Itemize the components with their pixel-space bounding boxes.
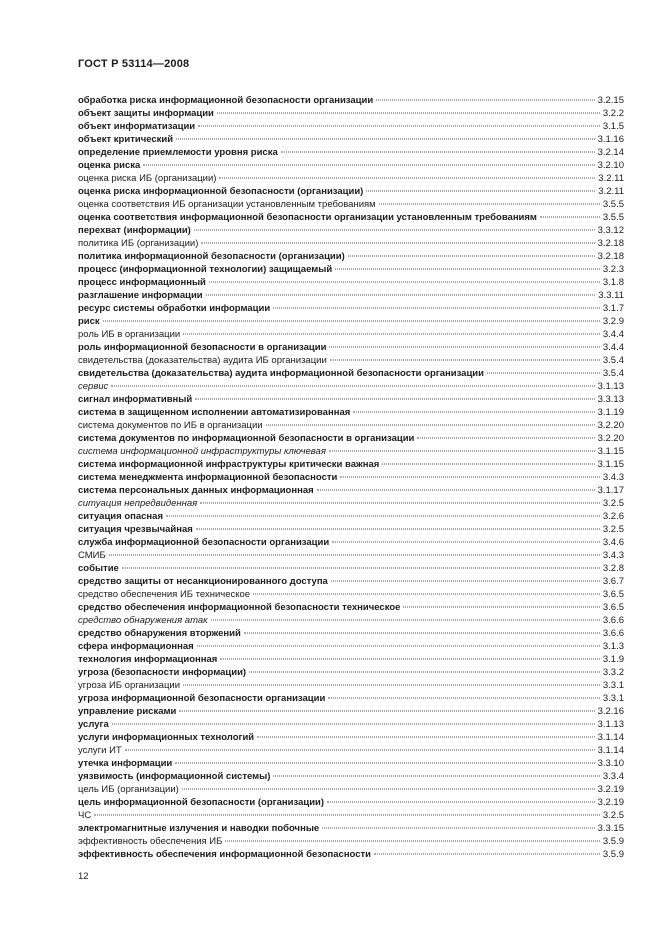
- index-entry: [78, 133, 624, 146]
- dot-leader: [201, 243, 594, 244]
- dot-leader: [340, 477, 599, 478]
- index-term: технология информационная: [78, 654, 218, 665]
- dot-leader: [111, 386, 594, 387]
- index-entry: [78, 237, 624, 250]
- index-entry: [78, 718, 624, 731]
- index-entry: [78, 276, 624, 289]
- index-ref: 3.2.5: [602, 810, 624, 821]
- index-ref: 3.4.3: [602, 550, 624, 561]
- dot-leader: [176, 139, 594, 140]
- dot-leader: [330, 360, 600, 361]
- index-entry: [78, 744, 624, 757]
- dot-leader: [143, 165, 594, 166]
- index-term: объект защиты информации: [78, 108, 214, 119]
- index-entry: [78, 432, 624, 445]
- index-ref: 3.1.7: [602, 303, 624, 314]
- index-ref: 3.4.3: [602, 472, 624, 483]
- dot-leader: [379, 204, 600, 205]
- index-term: свидетельства (доказательства) аудита ИБ организации: [78, 355, 327, 366]
- index-term: объект критический: [78, 134, 174, 145]
- index-term: цель информационной безопасности (организации): [78, 797, 325, 808]
- index-entry: [78, 302, 624, 315]
- index-term: услуга: [78, 719, 109, 730]
- index-term: электромагнитные излучения и наводки побочные: [78, 823, 320, 834]
- index-entry: [78, 562, 624, 575]
- dot-leader: [200, 503, 600, 504]
- index-entry: [78, 198, 624, 211]
- index-term: система документов по информационной безопасности в организации: [78, 433, 415, 444]
- index-term: угроза (безопасности информации): [78, 667, 247, 678]
- dot-leader: [331, 581, 600, 582]
- index-term: средство обеспечения информационной безопасности техническое: [78, 602, 401, 613]
- index-ref: 3.5.5: [602, 199, 624, 210]
- index-entry: [78, 94, 624, 107]
- index-ref: 3.1.19: [597, 407, 624, 418]
- index-entry: [78, 575, 624, 588]
- index-ref: 3.1.5: [602, 121, 624, 132]
- index-entry: [78, 406, 624, 419]
- index-term: средство защиты от несанкционированного доступа: [78, 576, 328, 587]
- index-entry: [78, 458, 624, 471]
- index-term: средство обнаружения вторжений: [78, 628, 241, 639]
- index-ref: 3.6.5: [602, 589, 624, 600]
- index-ref: 3.3.11: [598, 290, 624, 301]
- dot-leader: [196, 529, 600, 530]
- index-list: [78, 94, 624, 861]
- dot-leader: [109, 555, 600, 556]
- dot-leader: [220, 659, 600, 660]
- index-term: перехват (информации): [78, 225, 191, 236]
- dot-leader: [219, 178, 595, 179]
- index-ref: 3.2.19: [597, 797, 624, 808]
- index-ref: 3.3.12: [597, 225, 624, 236]
- index-entry: [78, 822, 624, 835]
- index-term: услуги ИТ: [78, 745, 122, 756]
- dot-leader: [122, 568, 600, 569]
- dot-leader: [366, 191, 595, 192]
- dot-leader: [183, 685, 600, 686]
- index-term: процесс информационный: [78, 277, 206, 288]
- index-ref: 3.2.20: [597, 420, 624, 431]
- dot-leader: [103, 321, 600, 322]
- index-ref: 3.2.15: [597, 95, 624, 106]
- index-ref: 3.2.18: [597, 251, 624, 262]
- index-term: оценка риска: [78, 160, 141, 171]
- index-term: оценка риска информационной безопасности (организации): [78, 186, 364, 197]
- dot-leader: [540, 217, 600, 218]
- index-entry: [78, 705, 624, 718]
- dot-leader: [374, 854, 600, 855]
- dot-leader: [348, 256, 595, 257]
- dot-leader: [322, 828, 594, 829]
- index-ref: 3.1.13: [597, 719, 624, 730]
- index-term: служба информационной безопасности организации: [78, 537, 330, 548]
- index-entry: [78, 107, 624, 120]
- index-ref: 3.5.5: [602, 212, 624, 223]
- index-term: ресурс системы обработки информации: [78, 303, 271, 314]
- dot-leader: [179, 711, 594, 712]
- index-ref: 3.2.3: [602, 264, 624, 275]
- index-entry: [78, 588, 624, 601]
- index-term: система персональных данных информационная: [78, 485, 314, 496]
- index-term: система информационной инфраструктуры критически важная: [78, 459, 380, 470]
- index-term: ситуация чрезвычайная: [78, 524, 193, 535]
- index-ref: 3.3.4: [602, 771, 624, 782]
- index-entry: [78, 328, 624, 341]
- index-term: ситуация непредвиденная: [78, 498, 198, 509]
- index-entry: [78, 679, 624, 692]
- index-entry: [78, 757, 624, 770]
- dot-leader: [329, 347, 599, 348]
- index-ref: 3.2.2: [602, 108, 624, 119]
- index-term: угроза информационной безопасности организации: [78, 693, 326, 704]
- index-ref: 3.4.6: [602, 537, 624, 548]
- index-ref: 3.2.14: [597, 147, 624, 158]
- dot-leader: [195, 399, 594, 400]
- index-ref: 3.2.5: [602, 498, 624, 509]
- index-term: ЧС: [78, 810, 92, 821]
- index-term: управление рисками: [78, 706, 177, 717]
- index-entry: [78, 341, 624, 354]
- index-ref: 3.2.18: [597, 238, 624, 249]
- index-ref: 3.1.8: [602, 277, 624, 288]
- index-entry: [78, 367, 624, 380]
- index-term: риск: [78, 316, 100, 327]
- index-term: объект информатизации: [78, 121, 196, 132]
- dot-leader: [328, 698, 600, 699]
- index-entry: [78, 380, 624, 393]
- index-term: разглашение информации: [78, 290, 203, 301]
- index-ref: 3.5.4: [602, 355, 624, 366]
- index-ref: 3.2.11: [598, 186, 624, 197]
- index-entry: [78, 315, 624, 328]
- index-ref: 3.2.9: [602, 316, 624, 327]
- index-entry: [78, 640, 624, 653]
- index-ref: 3.3.10: [597, 758, 624, 769]
- index-ref: 3.2.11: [598, 173, 624, 184]
- dot-leader: [487, 373, 600, 374]
- index-ref: 3.1.15: [597, 459, 624, 470]
- index-ref: 3.5.9: [602, 836, 624, 847]
- index-entry: [78, 731, 624, 744]
- index-term: уязвимость (информационной системы): [78, 771, 271, 782]
- dot-leader: [197, 646, 600, 647]
- dot-leader: [94, 815, 600, 816]
- index-ref: 3.1.3: [602, 641, 624, 652]
- dot-leader: [182, 789, 595, 790]
- index-entry: [78, 250, 624, 263]
- index-ref: 3.2.8: [602, 563, 624, 574]
- index-term: система документов по ИБ в организации: [78, 420, 263, 431]
- index-entry: [78, 211, 624, 224]
- index-term: система менеджмента информационной безопасности: [78, 472, 338, 483]
- dot-leader: [403, 607, 599, 608]
- dot-leader: [353, 412, 594, 413]
- index-term: оценка соответствия информационной безопасности организации установленным требованиям: [78, 212, 537, 223]
- index-term: событие: [78, 563, 119, 574]
- index-term: процесс (информационной технологии) защищаемый: [78, 264, 333, 275]
- index-term: услуги информационных технологий: [78, 732, 255, 743]
- dot-leader: [225, 841, 600, 842]
- dot-leader: [183, 334, 600, 335]
- index-entry: [78, 484, 624, 497]
- index-entry: [78, 445, 624, 458]
- index-term: сфера информационная: [78, 641, 194, 652]
- index-ref: 3.6.6: [602, 628, 624, 639]
- index-term: определение приемлемости уровня риска: [78, 147, 278, 158]
- index-entry: [78, 614, 624, 627]
- index-term: ситуация опасная: [78, 511, 163, 522]
- index-entry: [78, 666, 624, 679]
- index-entry: [78, 809, 624, 822]
- index-ref: 3.2.16: [597, 706, 624, 717]
- index-ref: 3.3.1: [602, 693, 624, 704]
- index-ref: 3.2.5: [602, 524, 624, 535]
- index-entry: [78, 289, 624, 302]
- dot-leader: [217, 113, 600, 114]
- index-entry: [78, 224, 624, 237]
- index-ref: 3.6.6: [602, 615, 624, 626]
- dot-leader: [211, 620, 600, 621]
- index-term: эффективность обеспечения ИБ: [78, 836, 223, 847]
- index-ref: 3.1.15: [597, 446, 624, 457]
- index-entry: [78, 601, 624, 614]
- dot-leader: [112, 724, 595, 725]
- index-ref: 3.2.6: [602, 511, 624, 522]
- dot-leader: [273, 776, 599, 777]
- index-entry: [78, 185, 624, 198]
- index-entry: [78, 549, 624, 562]
- dot-leader: [209, 282, 600, 283]
- index-entry: [78, 497, 624, 510]
- index-ref: 3.1.16: [597, 134, 624, 145]
- index-entry: [78, 835, 624, 848]
- dot-leader: [257, 737, 594, 738]
- dot-leader: [382, 464, 594, 465]
- dot-leader: [175, 763, 594, 764]
- index-term: система информационной инфраструктуры ключевая: [78, 446, 326, 457]
- index-entry: [78, 419, 624, 432]
- index-entry: [78, 848, 624, 861]
- index-ref: 3.4.4: [602, 329, 624, 340]
- dot-leader: [194, 230, 595, 231]
- dot-leader: [125, 750, 595, 751]
- index-term: утечка информации: [78, 758, 173, 769]
- dot-leader: [317, 490, 595, 491]
- index-entry: [78, 523, 624, 536]
- index-term: политика ИБ (организации): [78, 238, 199, 249]
- index-entry: [78, 796, 624, 809]
- page-number: 12: [78, 871, 89, 882]
- dot-leader: [376, 100, 594, 101]
- dot-leader: [335, 269, 600, 270]
- index-entry: [78, 692, 624, 705]
- index-ref: 3.5.9: [602, 849, 624, 860]
- dot-leader: [273, 308, 600, 309]
- dot-leader: [166, 516, 600, 517]
- index-ref: 3.1.17: [597, 485, 624, 496]
- index-entry: [78, 770, 624, 783]
- index-entry: [78, 471, 624, 484]
- index-term: средство обнаружения атак: [78, 615, 208, 626]
- index-term: угроза ИБ организации: [78, 680, 181, 691]
- dot-leader: [249, 672, 600, 673]
- index-term: цель ИБ (организации): [78, 784, 179, 795]
- index-ref: 3.6.7: [602, 576, 624, 587]
- index-ref: 3.1.14: [597, 745, 624, 756]
- index-ref: 3.3.1: [602, 680, 624, 691]
- index-term: свидетельства (доказательства) аудита информационной безопасности организации: [78, 368, 484, 379]
- index-ref: 3.3.13: [597, 394, 624, 405]
- index-entry: [78, 393, 624, 406]
- dot-leader: [327, 802, 595, 803]
- index-ref: 3.2.10: [597, 160, 624, 171]
- index-entry: [78, 354, 624, 367]
- dot-leader: [206, 295, 596, 296]
- index-term: эффективность обеспечения информационной безопасности: [78, 849, 372, 860]
- index-entry: [78, 172, 624, 185]
- index-entry: [78, 653, 624, 666]
- index-entry: [78, 120, 624, 133]
- index-ref: 3.1.13: [597, 381, 624, 392]
- index-ref: 3.3.15: [597, 823, 624, 834]
- index-entry: [78, 159, 624, 172]
- index-ref: 3.3.2: [602, 667, 624, 678]
- index-term: оценка риска ИБ (организации): [78, 173, 217, 184]
- index-term: система в защищенном исполнении автоматизированная: [78, 407, 351, 418]
- dot-leader: [253, 594, 600, 595]
- index-term: сервис: [78, 381, 109, 392]
- index-ref: 3.2.20: [597, 433, 624, 444]
- index-ref: 3.5.4: [602, 368, 624, 379]
- index-term: обработка риска информационной безопасности организации: [78, 95, 374, 106]
- index-entry: [78, 263, 624, 276]
- dot-leader: [417, 438, 594, 439]
- index-term: роль ИБ в организации: [78, 329, 181, 340]
- index-entry: [78, 536, 624, 549]
- dot-leader: [244, 633, 600, 634]
- index-term: СМИБ: [78, 550, 106, 561]
- index-ref: 3.6.5: [602, 602, 624, 613]
- index-ref: 3.4.4: [602, 342, 624, 353]
- index-term: политика информационной безопасности (организации): [78, 251, 345, 262]
- index-entry: [78, 146, 624, 159]
- index-ref: 3.2.19: [597, 784, 624, 795]
- index-ref: 3.1.14: [597, 732, 624, 743]
- index-term: оценка соответствия ИБ организации установленным требованиям: [78, 199, 376, 210]
- index-term: средство обеспечения ИБ техническое: [78, 589, 251, 600]
- index-entry: [78, 510, 624, 523]
- index-ref: 3.1.9: [602, 654, 624, 665]
- dot-leader: [198, 126, 600, 127]
- index-entry: [78, 627, 624, 640]
- index-term: сигнал информативный: [78, 394, 193, 405]
- index-entry: [78, 783, 624, 796]
- index-term: роль информационной безопасности в организации: [78, 342, 327, 353]
- dot-leader: [266, 425, 595, 426]
- dot-leader: [329, 451, 595, 452]
- document-title: ГОСТ Р 53114—2008: [78, 58, 190, 70]
- dot-leader: [281, 152, 595, 153]
- dot-leader: [332, 542, 600, 543]
